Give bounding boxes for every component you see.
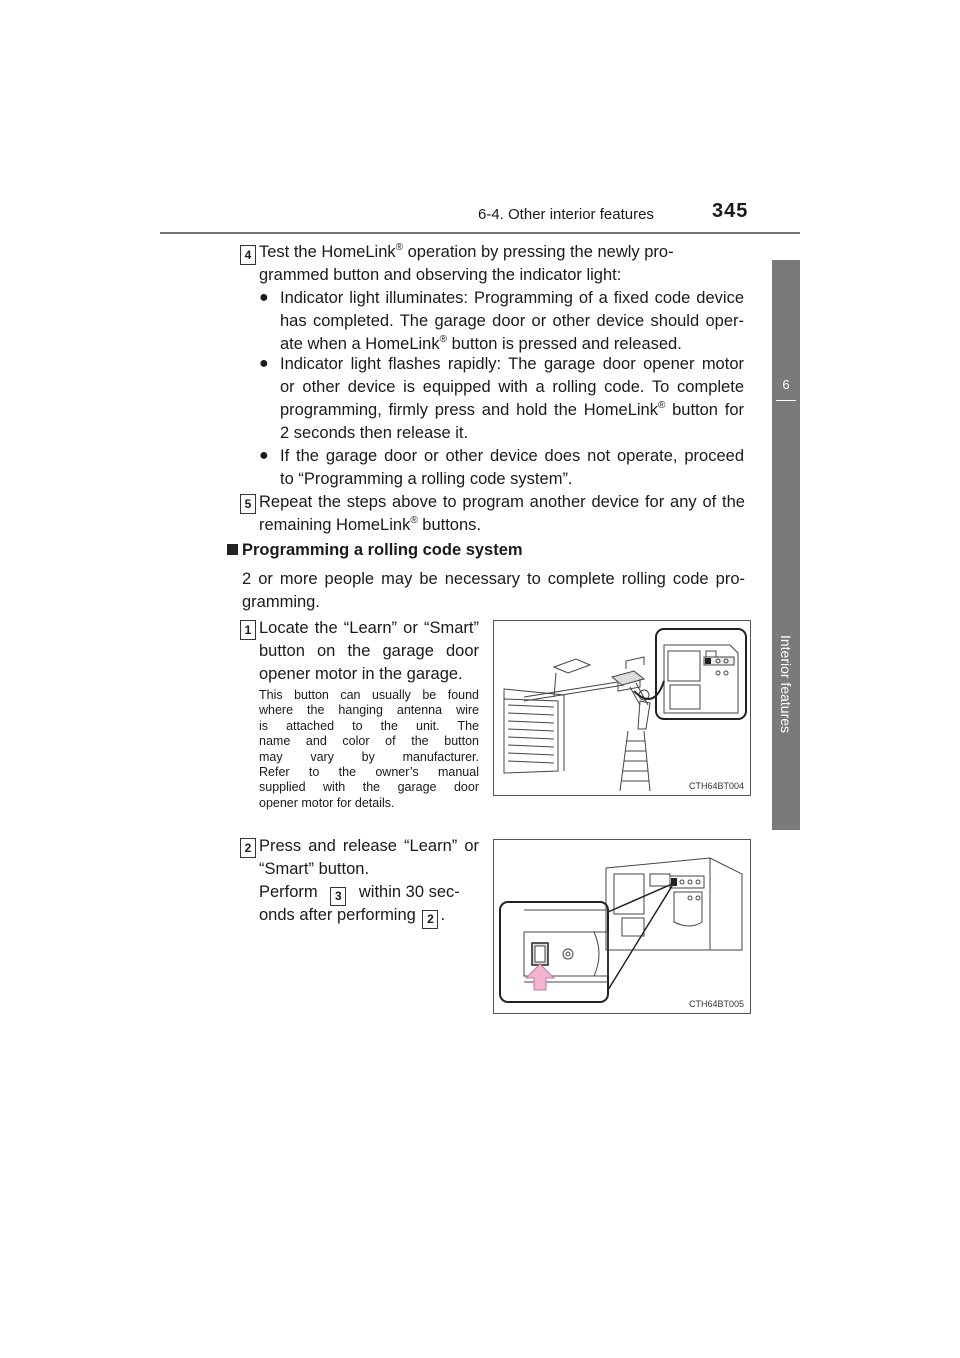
heading-square-icon [227,544,238,555]
chapter-side-tab [772,260,800,830]
registered-mark: ® [410,515,418,526]
step4-line1 [259,241,745,264]
rolling-intro-line1: 2 or more people may be necessary to complete rolling code pro- [242,570,745,588]
step1-note-line1: This button can usually be found [259,688,479,702]
step2-line3 [259,881,479,906]
step5-text-b: buttons. [417,516,481,534]
step1-note-line3: is attached to the unit. The [259,719,479,733]
header-rule [160,232,800,234]
bullet3-line1: If the garage door or other device does not operate, proceed [280,447,744,465]
garage-door-opener-icon [494,621,750,795]
step-number-2: 2 [240,838,256,858]
chapter-number: 6 [782,377,790,392]
step4-text-a: Test the HomeLink [259,243,396,261]
chapter-label: Interior features [778,634,794,734]
step1-line3: opener motor in the garage. [259,665,463,683]
step1-note-line2: where the hanging antenna wire [259,703,479,717]
step-ref-2: 2 [422,910,438,929]
step4-text-b: operation by pressing the newly pro- [403,243,674,261]
step-number-5: 5 [240,494,256,514]
step1-note-line8: opener motor for details. [259,796,395,810]
rolling-intro-line2: gramming. [242,593,320,611]
step2-text-c: onds after performing [259,906,416,924]
bullet1-line1: Indicator light illuminates: Programming of a fixed code device [280,289,744,307]
tab-divider [776,400,796,401]
step1-note-line7: supplied with the garage door [259,780,479,794]
step-ref-3: 3 [330,887,346,906]
bullet3-line2: to “Programming a rolling code system”. [280,470,573,488]
bullet2-line4: 2 seconds then release it. [280,424,469,442]
step2-text-d: . [440,906,446,924]
learn-button-illustration [493,839,751,1014]
step1-note-line4: name and color of the button [259,734,479,748]
step5-text-a: remaining HomeLink [259,516,411,534]
learn-button-icon [494,840,750,1013]
figure-code: CTH64BT005 [688,999,744,1009]
step2-line4 [259,904,479,929]
section-heading [227,541,523,560]
step1-note-line5: may vary by manufacturer. [259,750,479,764]
press-arrow [526,964,554,990]
section-title: 6-4. Other interior features [478,206,654,223]
figure-code: CTH64BT004 [688,781,744,791]
bullet2-line3 [280,399,744,422]
step1-line2: button on the garage door [259,642,479,660]
bullet1-text-b: button is pressed and released. [446,335,682,353]
bullet-icon: ● [259,355,269,372]
bullet1-text-a: ate when a HomeLink [280,335,440,353]
step-number-4: 4 [240,245,256,265]
step1-note-line6: Refer to the owner’s manual [259,765,479,779]
step5-line2 [259,514,745,537]
bullet2-text-a: programming, firmly press and hold the HomeLink [280,401,658,419]
learn-button-mark [671,878,677,886]
bullet-icon: ● [259,289,269,306]
step-number-1: 1 [240,620,256,640]
learn-button-mark [705,658,711,664]
bullet1-line2: has completed. The garage door or other device should oper- [280,312,744,330]
step2-line1: Press and release “Learn” or [259,837,479,855]
step2-line2: “Smart” button. [259,860,370,878]
heading-text: Programming a rolling code system [242,541,523,559]
bullet2-line1: Indicator light flashes rapidly: The garage door opener motor [280,355,744,373]
step1-line1: Locate the “Learn” or “Smart” [259,619,479,637]
step2-text-a: Perform [259,883,318,901]
registered-mark: ® [439,334,447,345]
registered-mark: ® [657,400,666,411]
bullet-icon: ● [259,447,269,464]
bullet2-text-b: button for [665,401,744,419]
step2-text-b: within 30 sec- [358,883,460,901]
page-number: 345 [712,200,749,222]
garage-illustration [493,620,751,796]
registered-mark: ® [395,242,404,253]
step4-line2: grammed button and observing the indicator light: [259,266,622,284]
bullet2-line2: or other device is equipped with a rolling code. To complete [280,378,744,396]
step5-line1: Repeat the steps above to program another device for any of the [259,493,745,511]
